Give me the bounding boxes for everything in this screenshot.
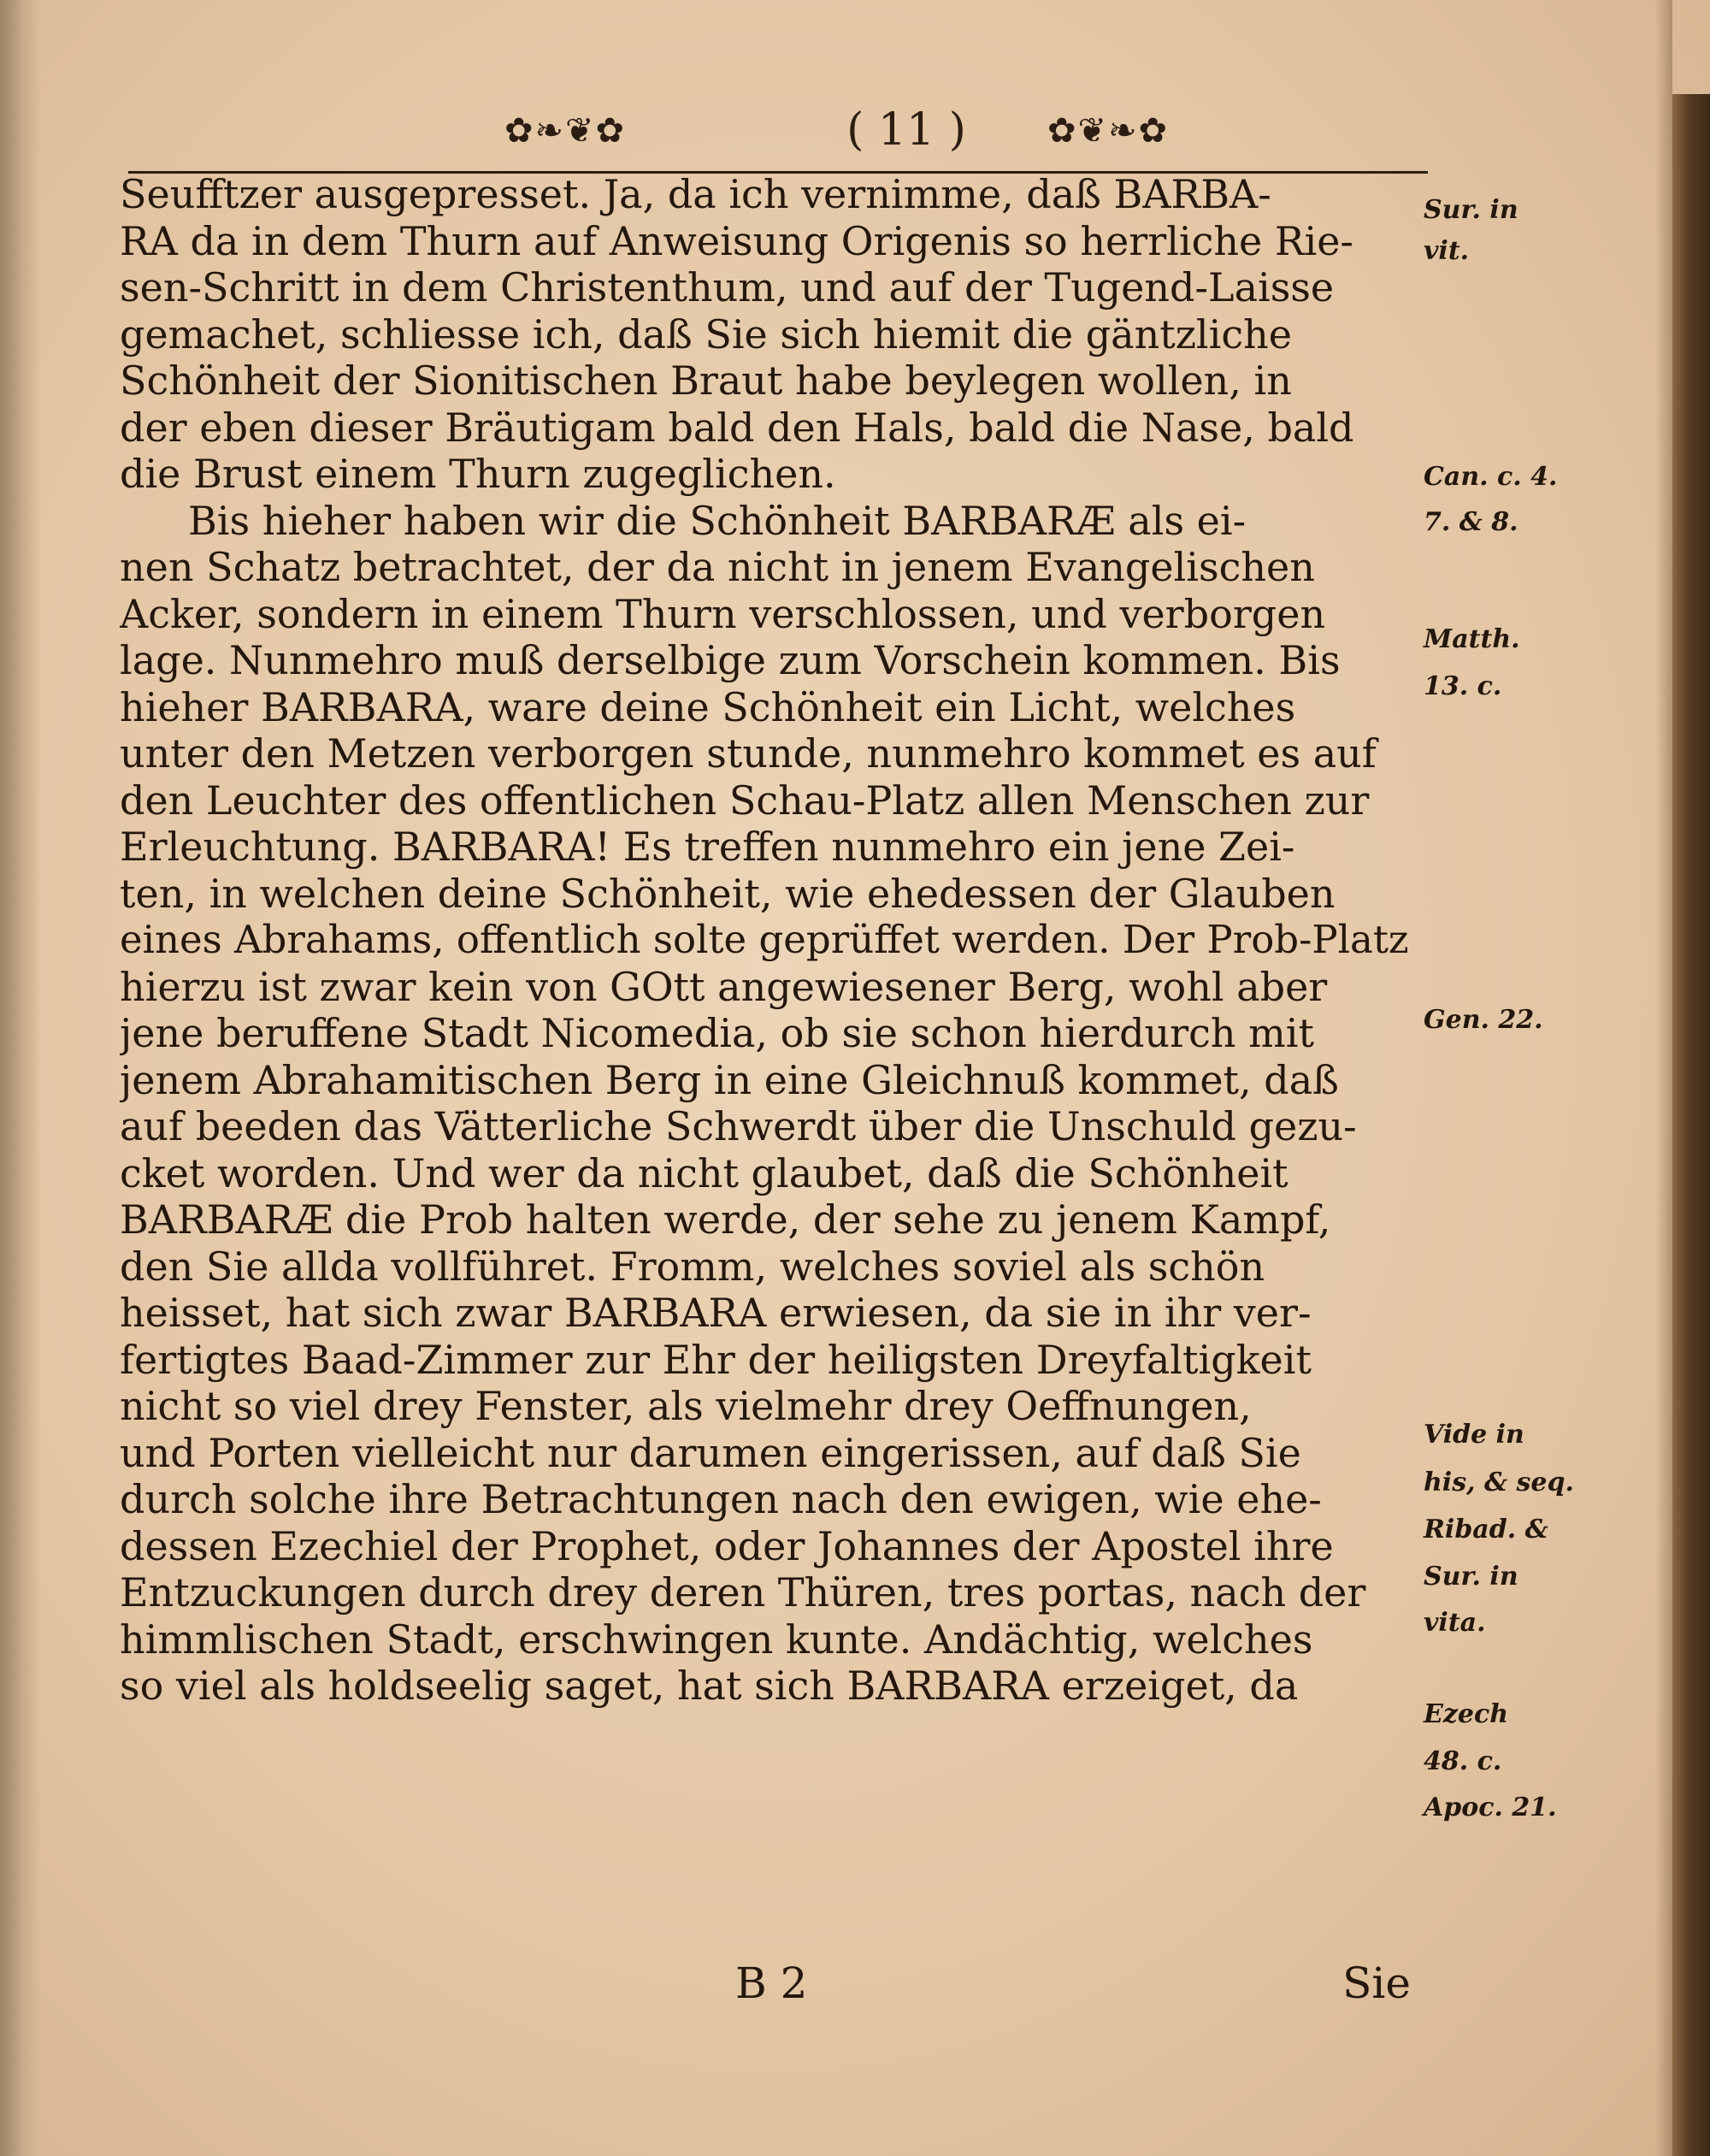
text-line: Schönheit der Sionitischen Braut habe beylegen wollen, in (120, 357, 1292, 404)
text-line: sen-Schritt in dem Christenthum, und auf der Tugend-Laisse (120, 264, 1335, 310)
margin-note: 13. c. (1424, 671, 1502, 701)
page-footer (120, 1958, 1411, 2010)
signature-mark: B 2 (735, 1958, 808, 2008)
margin-note: Ribad. & (1424, 1515, 1548, 1545)
margin-note: Vide in (1424, 1420, 1524, 1450)
margin-note: vita. (1424, 1608, 1486, 1638)
margin-note: Sur. in (1424, 1562, 1518, 1592)
margin-note: 48. c. (1424, 1746, 1502, 1776)
ornament-left-icon: ✿❧❦✿ (504, 111, 627, 151)
margin-note: 7. & 8. (1424, 507, 1518, 537)
text-line: hierzu ist zwar kein von GOtt angewiesener Berg, wohl aber (120, 963, 1328, 1010)
text-line: die Brust einem Thurn zugeglichen. (120, 451, 836, 497)
text-line: der eben dieser Bräutigam bald den Hals, bald die Nase, bald (120, 404, 1354, 451)
text-line: Erleuchtung. BARBARA! Es treffen nunmehro ein jene Zei- (120, 824, 1295, 870)
binding-gutter (0, 0, 41, 2156)
margin-note: Can. c. 4. (1424, 462, 1558, 492)
margin-note: vit. (1424, 236, 1470, 266)
text-line: lage. Nunmehro muß derselbige zum Vorschein kommen. Bis (120, 637, 1341, 683)
text-line: himmlischen Stadt, erschwingen kunte. Andächtig, welches (120, 1616, 1313, 1663)
ornament-right-icon: ✿❦❧✿ (1047, 111, 1170, 151)
page-edge-shadow (1655, 0, 1672, 2156)
catchword: Sie (1342, 1958, 1411, 2008)
margin-note: Apoc. 21. (1424, 1793, 1557, 1822)
margin-note: Sur. in (1424, 195, 1518, 225)
text-line: eines Abrahams, offentlich solte geprüffet werden. Der Prob-Platz (120, 917, 1409, 962)
text-line: auf beeden das Vätterliche Schwerdt über die Unschuld gezu- (120, 1103, 1357, 1149)
text-line: nicht so viel drey Fenster, als vielmehr drey Oeffnungen, (120, 1383, 1252, 1429)
text-line: durch solche ihre Betrachtungen nach den ewigen, wie ehe- (120, 1476, 1322, 1522)
text-line: heisset, hat sich zwar BARBARA erwiesen, da sie in ihr ver- (120, 1290, 1312, 1336)
text-line: cket worden. Und wer da nicht glaubet, daß die Schönheit (120, 1149, 1288, 1196)
body-text (120, 171, 1411, 1710)
page-header (128, 104, 1428, 173)
text-line: RA da in dem Thurn auf Anweisung Origenis so herrliche Rie- (120, 217, 1353, 264)
margin-note: Gen. 22. (1424, 1005, 1543, 1035)
text-line: Seufftzer ausgepresset. Ja, da ich vernimme, daß BARBA- (120, 171, 1271, 217)
text-line: Entzuckungen durch drey deren Thüren, tres portas, nach der (120, 1569, 1366, 1616)
margin-note: his, & seq. (1424, 1468, 1574, 1497)
text-line: ten, in welchen deine Schönheit, wie ehedessen der Glauben (120, 870, 1336, 917)
text-line: unter den Metzen verborgen stunde, nunmehro kommet es auf (120, 730, 1377, 777)
text-line: dessen Ezechiel der Prophet, oder Johannes der Apostel ihre (120, 1522, 1334, 1569)
text-line: den Sie allda vollführet. Fromm, welches soviel als schön (120, 1243, 1265, 1290)
text-line: nen Schatz betrachtet, der da nicht in jenem Evangelischen (120, 544, 1315, 590)
text-line: jene beruffene Stadt Nicomedia, ob sie schon hierdurch mit (120, 1010, 1314, 1056)
text-line: fertigtes Baad-Zimmer zur Ehr der heiligsten Dreyfaltigkeit (120, 1336, 1312, 1383)
margin-note: Matth. (1424, 624, 1520, 654)
text-line: hieher BARBARA, ware deine Schönheit ein Licht, welches (120, 683, 1296, 730)
margin-note: Ezech (1424, 1699, 1509, 1729)
text-line: den Leuchter des offentlichen Schau-Platz allen Menschen zur (120, 777, 1370, 824)
text-line: Bis hieher haben wir die Schönheit BARBARÆ als ei- (188, 497, 1247, 544)
text-line: jenem Abrahamitischen Berg in eine Gleichnuß kommet, daß (120, 1056, 1339, 1103)
page-number: ( 11 ) (846, 104, 966, 156)
book-cover-edge (1672, 94, 1710, 2156)
text-line: so viel als holdseelig saget, hat sich BARBARA erzeiget, da (120, 1663, 1299, 1709)
text-line: Acker, sondern in einem Thurn verschlossen, und verborgen (120, 590, 1326, 637)
text-line: BARBARÆ die Prob halten werde, der sehe zu jenem Kampf, (120, 1196, 1331, 1243)
text-line: und Porten vielleicht nur darumen eingerissen, auf daß Sie (120, 1429, 1301, 1476)
text-line: gemachet, schliesse ich, daß Sie sich hiemit die gäntzliche (120, 310, 1292, 357)
